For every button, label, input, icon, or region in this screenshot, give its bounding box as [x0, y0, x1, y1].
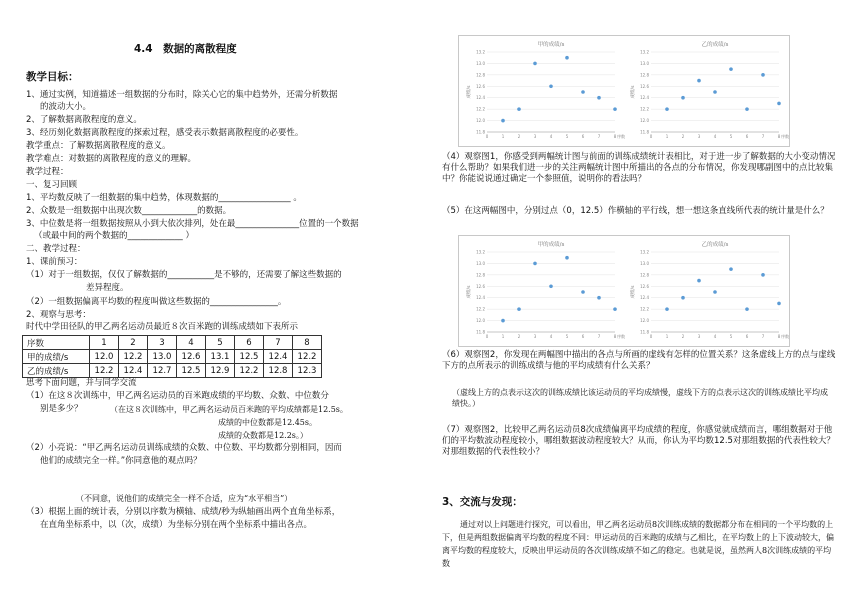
- data-point: [697, 79, 701, 83]
- y-tick-label: 12.0: [640, 118, 649, 124]
- y-tick-label: 13.0: [640, 60, 649, 66]
- chart-title: 乙的成绩/s: [701, 242, 729, 248]
- y-tick-label: 12.2: [640, 106, 649, 112]
- x-axis-label: 序数: [617, 134, 625, 139]
- x-axis-label: 序数: [781, 134, 789, 139]
- answer-2: （不同意，说他们的成绩完全一样不合适，应为“水平相当”）: [76, 494, 293, 503]
- question-7: （7）观察图2，比较甲乙两名运动员8次成绩偏离平均成绩的程度，你感觉就成绩而言，哪组数据对于他们的平均数波动程度较小，哪组数据波动程度较大？从而，你认为平均数12.5对那组数据的代表性较大？对那组数据的代表性较小？: [442, 425, 835, 457]
- table-cell: 12.5: [235, 350, 264, 364]
- data-point: [665, 307, 669, 311]
- objective-2: 2、了解数据离散程度的意义。: [26, 115, 142, 125]
- chart-figure-1: [458, 35, 790, 147]
- data-point: [517, 107, 521, 111]
- data-point: [501, 319, 505, 323]
- x-tick-label: 1: [665, 134, 669, 139]
- x-tick-label: 8: [777, 134, 781, 139]
- objective-1: 1、通过实例，知道描述一组数据的分布时，除关心它的集中趋势外，还需分析数据: [26, 90, 338, 100]
- x-axis-label: 序数: [781, 334, 789, 339]
- answer-6: （虚线上方的点表示这次的训练成绩比该运动员的平均成绩慢，虚线下方的点表示这次的训练成绩比平均成绩快。）: [452, 388, 828, 408]
- x-tick-label: 5: [565, 134, 569, 139]
- table-row: [23, 350, 322, 364]
- review-3: 3、中位数是将一组数据按照从小到大依次排列，处在最_______________位置的一个数据: [26, 219, 359, 229]
- objective-3: 3、经历刻化数据离散程度的探索过程，感受表示数据离散程度的必要性。: [26, 128, 304, 138]
- y-tick-label: 13.0: [640, 260, 649, 266]
- data-point: [581, 290, 585, 294]
- table-cell: 12.2: [235, 364, 264, 378]
- y-tick-label: 11.8: [640, 329, 649, 335]
- y-tick-label: 12.0: [476, 118, 485, 124]
- preview-1b: 差异程度。: [86, 283, 129, 293]
- data-point: [713, 90, 717, 94]
- question-4: （4）观察图1，你感受到两幅统计图与前面的训练成绩统计表相比，对于进一步了解数据的大小变动情况有什么帮助？如果我们进一步的关注两幅统计图中所描出的各点的分布情况，你发现哪副图中的点比较集中？你能说说通过确定一个参照值，说明你的看法吗？: [442, 152, 836, 184]
- data-point: [745, 107, 749, 111]
- y-tick-label: 13.0: [476, 260, 485, 266]
- y-tick-label: 12.6: [476, 283, 485, 289]
- x-tick-label: 0: [649, 134, 653, 139]
- chart-figure-2: [458, 235, 790, 347]
- y-tick-label: 12.8: [640, 272, 649, 278]
- y-tick-label: 11.8: [476, 329, 485, 335]
- data-point: [549, 284, 553, 288]
- data-point: [597, 96, 601, 100]
- data-point: [565, 256, 569, 260]
- x-tick-label: 0: [485, 134, 489, 139]
- y-tick-label: 13.2: [476, 49, 485, 55]
- data-point: [533, 262, 537, 266]
- table-cell: 12.0: [90, 350, 119, 364]
- x-tick-label: 2: [681, 134, 685, 139]
- chart-figure-1-svg: [459, 36, 789, 146]
- question-5: （5）在这两幅图中，分别过点（0，12.5）作横轴的平行线，想一想这条直线所代表的统计量是什么？: [442, 206, 829, 216]
- table-cell: 12.2: [293, 350, 322, 364]
- question-6: （6）观察图2，你发现在两幅图中描出的各点与所画的虚线有怎样的位置关系？这条虚线上方的点与虚线下方的点所表示的训练成绩与他的平均成绩有什么关系？: [442, 350, 836, 371]
- page-title: 4.4 数据的离散程度: [134, 43, 237, 55]
- chart-figure-2-svg: [459, 236, 789, 346]
- chart-title: 甲的成绩/s: [537, 42, 565, 48]
- x-axis-label: 序数: [617, 334, 625, 339]
- x-tick-label: 3: [697, 334, 701, 339]
- x-tick-label: 0: [485, 334, 489, 339]
- x-tick-label: 8: [613, 134, 617, 139]
- table-index: 8: [293, 336, 322, 350]
- y-tick-label: 13.2: [476, 249, 485, 255]
- x-tick-label: 4: [713, 334, 717, 339]
- x-tick-label: 6: [745, 134, 749, 139]
- data-point: [565, 56, 569, 60]
- y-tick-label: 11.8: [640, 129, 649, 135]
- table-index: 1: [90, 336, 119, 350]
- question-2: （2）小亮说：“甲乙两名运动员训练成绩的众数、中位数、平均数都分别相同，因而: [26, 443, 342, 453]
- question-3: （3）根据上面的统计表，分别以序数为横轴、成绩/秒为纵轴画出两个直角坐标系，: [26, 507, 341, 517]
- y-axis-label: 成绩/s: [631, 85, 636, 99]
- data-point: [697, 279, 701, 283]
- x-tick-label: 7: [597, 134, 601, 139]
- row-label: 甲的成绩/s: [23, 350, 90, 364]
- teaching-heading: 二、教学过程：: [26, 244, 86, 254]
- y-axis-label: 成绩/s: [467, 285, 472, 299]
- x-tick-label: 2: [517, 134, 521, 139]
- x-tick-label: 1: [501, 134, 505, 139]
- y-tick-label: 12.6: [640, 283, 649, 289]
- data-point: [681, 296, 685, 300]
- y-tick-label: 12.8: [640, 72, 649, 78]
- table-cell: 12.2: [119, 350, 148, 364]
- x-tick-label: 7: [761, 134, 765, 139]
- y-axis-label: 成绩/s: [631, 285, 636, 299]
- y-tick-label: 13.2: [640, 49, 649, 55]
- data-point: [745, 307, 749, 311]
- chart-yi-1: [629, 40, 789, 139]
- think-heading: 思考下面问题，并与同学交流: [26, 378, 137, 388]
- process-heading: 教学过程：: [26, 167, 69, 177]
- data-point: [729, 267, 733, 271]
- review-1: 1、平均数反映了一组数据的集中趋势，体现数据的_________________ 。: [26, 193, 302, 203]
- y-tick-label: 12.8: [476, 72, 485, 78]
- y-tick-label: 12.2: [476, 306, 485, 312]
- data-point: [613, 107, 617, 111]
- y-tick-label: 11.8: [476, 129, 485, 135]
- data-point: [549, 84, 553, 88]
- answer-1c: 成绩的众数都是12.2s。）: [218, 431, 308, 440]
- review-heading: 一、复习回顾: [26, 180, 78, 190]
- table-header-label: 序数: [23, 336, 90, 350]
- key-point: 教学重点：了解数据离散程度的意义。: [26, 141, 171, 151]
- chart-title: 甲的成绩/s: [537, 242, 565, 248]
- table-cell: 12.6: [177, 350, 206, 364]
- data-point: [613, 307, 617, 311]
- table-cell: 13.1: [206, 350, 235, 364]
- answer-1b: 成绩的中位数都是12.45s。: [218, 418, 318, 427]
- data-point: [777, 102, 781, 106]
- table-cell: 12.8: [264, 364, 293, 378]
- x-tick-label: 2: [517, 334, 521, 339]
- x-tick-label: 4: [713, 134, 717, 139]
- y-tick-label: 12.4: [640, 95, 649, 101]
- table-index: 3: [148, 336, 177, 350]
- y-tick-label: 12.6: [476, 83, 485, 89]
- y-tick-label: 12.4: [640, 295, 649, 301]
- chart-jia-2: [465, 240, 625, 339]
- x-tick-label: 4: [549, 334, 553, 339]
- table-cell: 12.5: [177, 364, 206, 378]
- data-point: [517, 307, 521, 311]
- x-tick-label: 5: [729, 134, 733, 139]
- data-point: [777, 302, 781, 306]
- question-3b: 在直角坐标系中，以（次，成绩）为坐标分别在两个坐标系中描出各点。: [40, 520, 313, 530]
- y-tick-label: 12.8: [476, 272, 485, 278]
- exchange-heading: 3、交流与发现：: [442, 496, 523, 508]
- table-index: 6: [235, 336, 264, 350]
- x-tick-label: 0: [649, 334, 653, 339]
- table-cell: 12.2: [90, 364, 119, 378]
- question-2b: 他们的成绩完全一样。”你同意他的观点吗？: [40, 456, 202, 466]
- table-header-row: [23, 336, 322, 350]
- data-point: [581, 90, 585, 94]
- answer-1: （在这８次训练中，甲乙两名运动员百米跑的平均成绩都是12.5s。: [110, 405, 348, 414]
- chart-jia-1: [465, 40, 625, 139]
- x-tick-label: 6: [581, 334, 585, 339]
- x-tick-label: 8: [777, 334, 781, 339]
- y-tick-label: 12.4: [476, 95, 485, 101]
- y-tick-label: 12.2: [476, 106, 485, 112]
- y-tick-label: 12.0: [640, 318, 649, 324]
- x-tick-label: 2: [681, 334, 685, 339]
- data-point: [665, 107, 669, 111]
- x-tick-label: 4: [549, 134, 553, 139]
- y-axis-label: 成绩/s: [467, 85, 472, 99]
- table-row: [23, 364, 322, 378]
- table-cell: 12.9: [206, 364, 235, 378]
- x-tick-label: 3: [697, 134, 701, 139]
- y-tick-label: 12.6: [640, 83, 649, 89]
- score-table: [22, 335, 322, 378]
- x-tick-label: 5: [729, 334, 733, 339]
- x-tick-label: 8: [613, 334, 617, 339]
- x-tick-label: 3: [533, 334, 537, 339]
- chart-yi-2: [629, 240, 789, 339]
- table-cell: 13.0: [148, 350, 177, 364]
- objectives-heading: 教学目标：: [26, 71, 79, 83]
- x-tick-label: 7: [597, 334, 601, 339]
- y-tick-label: 13.0: [476, 60, 485, 66]
- y-tick-label: 12.2: [640, 306, 649, 312]
- data-point: [761, 73, 765, 77]
- objective-1b: 的波动大小。: [40, 102, 92, 112]
- table-index: 5: [206, 336, 235, 350]
- data-point: [713, 290, 717, 294]
- exchange-paragraph: 通过对以上问题进行探究，可以看出，甲乙两名运动员8次训练成绩的数据都分布在相同的一个平均数的上下，但是两组数据偏离平均数的程度不同：甲运动员的百米跑的成绩与乙相比，在平均数上的上下波动较大，偏离平均数的程度较大，反映出甲运动员的各次训练成绩不如乙的稳定。也就是说，虽然两人8次训练成绩的平均数: [442, 520, 834, 568]
- table-index: 7: [264, 336, 293, 350]
- question-1b: 别是多少？: [40, 404, 83, 414]
- observe-heading: 2、观察与思考：: [26, 310, 91, 320]
- chart-title: 乙的成绩/s: [701, 42, 729, 48]
- y-tick-label: 13.2: [640, 249, 649, 255]
- x-tick-label: 5: [565, 334, 569, 339]
- review-3b: （或最中间的两个数据的_____________ ）: [34, 231, 194, 241]
- x-tick-label: 1: [665, 334, 669, 339]
- data-point: [681, 96, 685, 100]
- x-tick-label: 6: [745, 334, 749, 339]
- preview-heading: 1、课前预习：: [26, 257, 83, 267]
- y-tick-label: 12.0: [476, 318, 485, 324]
- table-index: 2: [119, 336, 148, 350]
- data-point: [533, 62, 537, 66]
- table-index: 4: [177, 336, 206, 350]
- data-point: [501, 119, 505, 123]
- table-cell: 12.4: [264, 350, 293, 364]
- y-tick-label: 12.4: [476, 295, 485, 301]
- x-tick-label: 1: [501, 334, 505, 339]
- difficulty: 教学难点：对数据的离散程度的意义的理解。: [26, 154, 197, 164]
- table-intro: 时代中学田径队的甲乙两名运动员最近８次百米跑的训练成绩如下表所示: [26, 322, 299, 332]
- x-tick-label: 6: [581, 134, 585, 139]
- table-cell: 12.7: [148, 364, 177, 378]
- row-label: 乙的成绩/s: [23, 364, 90, 378]
- question-1: （1）在这８次训练中，甲乙两名运动员的百米跑成绩的平均数、众数、中位数分: [26, 391, 329, 401]
- preview-1: （1）对于一组数据，仅仅了解数据的___________是不够的，还需要了解这些数据的: [26, 270, 342, 280]
- x-tick-label: 7: [761, 334, 765, 339]
- data-point: [597, 296, 601, 300]
- x-tick-label: 3: [533, 134, 537, 139]
- data-point: [761, 273, 765, 277]
- table-cell: 12.3: [293, 364, 322, 378]
- preview-2: （2）一组数据偏离平均数的程度叫做这些数据的________________。: [26, 297, 287, 307]
- review-2: 2、众数是一组数据中出现次数_____________的数据。: [26, 206, 232, 216]
- data-point: [729, 67, 733, 71]
- table-cell: 12.4: [119, 364, 148, 378]
